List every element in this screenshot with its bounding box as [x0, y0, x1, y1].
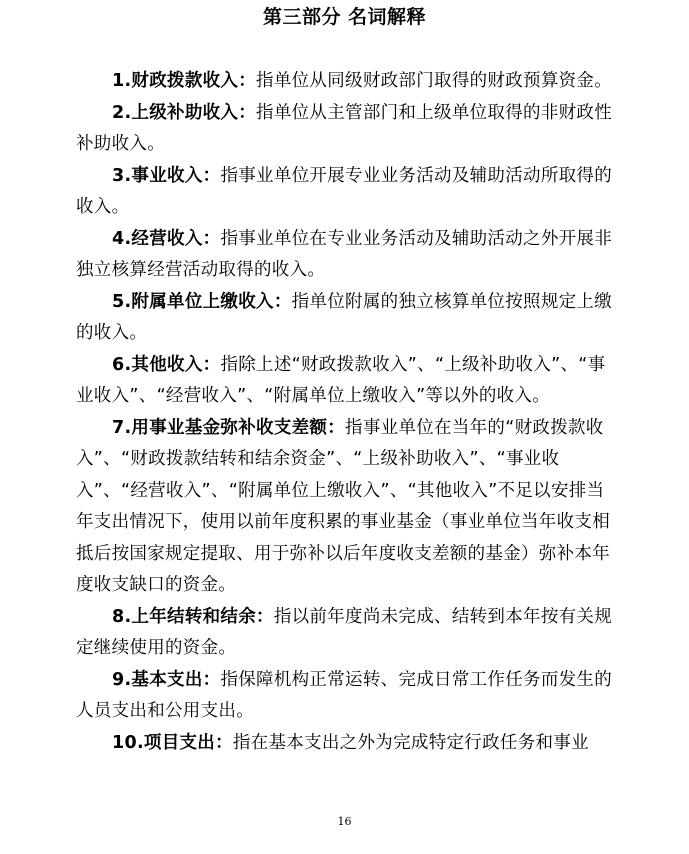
term-definition: 指单位从主管部门和上级单位取得的非财政性补助收入。: [76, 102, 613, 154]
term-definition: 指在基本支出之外为完成特定行政任务和事业: [232, 732, 589, 753]
glossary-entry-5: [76, 287, 616, 350]
term-label: 5.附属单位上缴收入：: [112, 291, 292, 312]
glossary-entry-7: [76, 413, 616, 602]
term-definition: 指单位从同级财政部门取得的财政预算资金。: [256, 71, 613, 91]
term-label: 1.财政拨款收入：: [112, 71, 257, 91]
page-number: 16: [337, 815, 352, 828]
glossary-entry-10: [76, 728, 616, 760]
glossary-entry-9: [76, 665, 616, 728]
term-label: 10.项目支出：: [112, 732, 233, 753]
term-label: 2.上级补助收入：: [112, 102, 257, 123]
glossary-entry-6: [76, 350, 616, 413]
term-label: 6.其他收入：: [112, 354, 221, 375]
glossary-entry-8: [76, 602, 616, 665]
glossary-entry-4: [76, 224, 616, 287]
term-definition: 指单位附属的独立核算单位按照规定上缴的收入。: [76, 291, 613, 343]
page-title: 第三部分 名词解释: [262, 6, 427, 28]
term-label: 7.用事业基金弥补收支差额：: [112, 417, 346, 438]
term-label: 3.事业收入：: [112, 165, 221, 186]
term-label: 8.上年结转和结余：: [112, 606, 274, 627]
term-definition: 指除上述“财政拨款收入”、“上级补助收入”、“事业收入”、“经营收入”、“附属单位上缴收入”等以外的收入。: [76, 354, 606, 406]
glossary-entry-2: [76, 98, 616, 161]
term-definition: 指事业单位在当年的“财政拨款收入”、“财政拨款结转和结余资金”、“上级补助收入”、“事业收入”、“经营收入”、“附属单位上缴收入”、“其他收入”不足以安排当年支出情况下，使用以前年度积累的事业基金（事业单位当年收支相抵后按国家规定提取、用于弥补以后年度收支差额的基金）弥补本年度收支缺口的资金。: [76, 417, 610, 595]
term-definition: 指事业单位在专业业务活动及辅助活动之外开展非独立核算经营活动取得的收入。: [76, 228, 613, 280]
term-definition: 指保障机构正常运转、完成日常工作任务而发生的人员支出和公用支出。: [76, 669, 613, 721]
term-definition: 指事业单位开展专业业务活动及辅助活动所取得的收入。: [76, 165, 613, 217]
term-label: 4.经营收入：: [112, 228, 221, 249]
term-definition: 指以前年度尚未完成、结转到本年按有关规定继续使用的资金。: [76, 606, 613, 658]
glossary-entry-1: [76, 66, 616, 98]
term-label: 9.基本支出：: [112, 669, 221, 690]
glossary-entry-3: [76, 161, 616, 224]
glossary-body: [76, 66, 616, 759]
